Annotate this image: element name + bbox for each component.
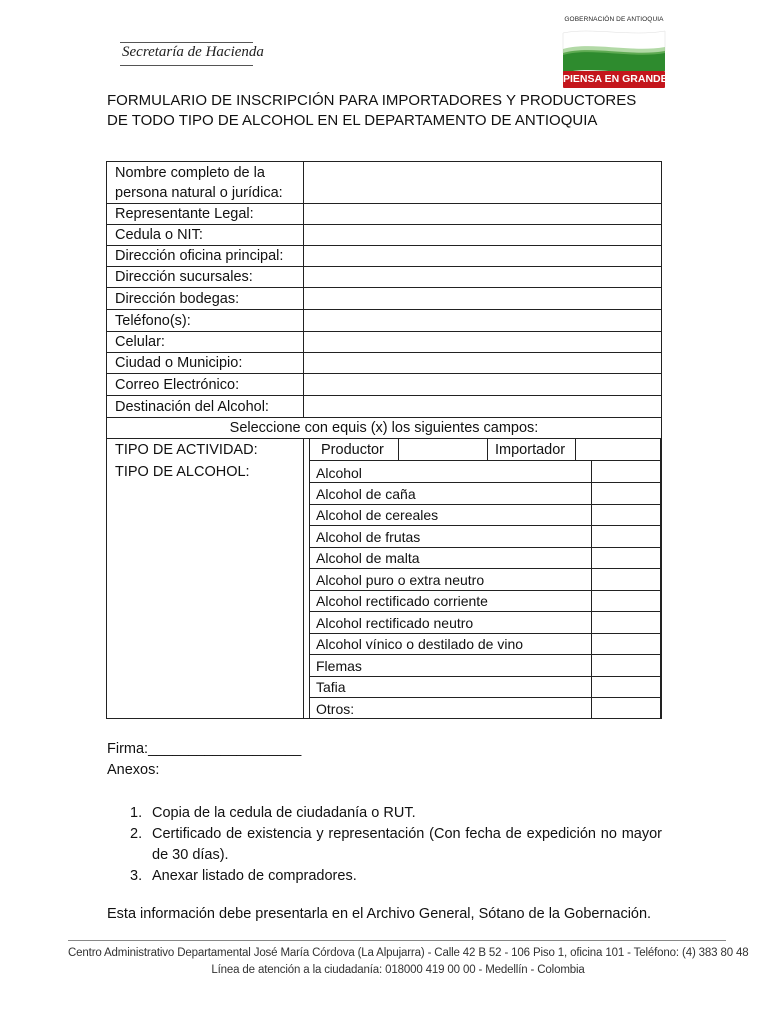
input-main-office[interactable]: [304, 246, 661, 266]
list-item: [130, 803, 662, 824]
alcohol-type-item: Alcohol rectificado neutro: [316, 615, 474, 631]
field-label-email: Correo Electrónico:: [115, 377, 240, 393]
alcohol-mark-cell[interactable]: [592, 591, 660, 611]
footer-rule: [68, 940, 726, 941]
annex-list: [130, 803, 662, 887]
input-mobile[interactable]: [304, 332, 661, 352]
input-email[interactable]: [304, 374, 661, 395]
alcohol-mark-cell[interactable]: [592, 548, 660, 568]
alcohol-type-item: Alcohol vínico o destilado de vino: [316, 636, 524, 652]
logo-caption: GOBERNACIÓN DE ANTIOQUIA: [564, 16, 664, 23]
alcohol-type-item: Alcohol rectificado corriente: [316, 593, 488, 609]
checkbox-productor[interactable]: [399, 439, 487, 460]
list-number: 1.: [130, 805, 143, 821]
activity-divider: [487, 438, 488, 461]
gobernacion-logo: [561, 16, 667, 88]
alcohol-mark-cell[interactable]: [592, 634, 660, 654]
form-title: [107, 91, 667, 131]
field-label-city: Ciudad o Municipio:: [115, 355, 243, 371]
annexes-title: Anexos:: [107, 762, 160, 778]
alcohol-type-item: Alcohol puro o extra neutro: [316, 572, 485, 588]
activity-label: TIPO DE ACTIVIDAD:: [115, 442, 258, 458]
field-label-phone: Teléfono(s):: [115, 313, 191, 329]
alcohol-mark-cell[interactable]: [592, 483, 660, 504]
alcohol-mark-cell[interactable]: [592, 526, 660, 547]
list-item: [130, 866, 662, 887]
list-text: Anexar listado de compradores.: [152, 868, 357, 884]
list-number: 2.: [130, 826, 143, 842]
alcohol-type-item: Alcohol: [316, 465, 362, 481]
input-branches[interactable]: [304, 267, 661, 287]
submission-note: Esta información debe presentarla en el Archivo General, Sótano de la Gobernación.: [107, 906, 652, 922]
form-title-line-1: FORMULARIO DE INSCRIPCIÓN PARA IMPORTADORES Y PRODUCTORES: [107, 92, 637, 109]
field-label-branches: Dirección sucursales:: [115, 269, 253, 285]
alcohol-label: TIPO DE ALCOHOL:: [115, 464, 250, 480]
flag-icon: [561, 27, 667, 73]
footer-address: Centro Administrativo Departamental José María Córdova (La Alpujarra) - Calle 42 B 52 - 106 Piso 1, oficina 101 - Teléfono: (4) 383 80 48: [68, 947, 749, 959]
alcohol-mark-cell[interactable]: [592, 677, 660, 697]
alcohol-type-item: Alcohol de malta: [316, 550, 420, 566]
signature-line[interactable]: Firma:___________________: [107, 741, 302, 757]
alcohol-type-item: Otros:: [316, 701, 355, 717]
field-label-main-office: Dirección oficina principal:: [115, 248, 284, 264]
alcohol-type-item: Tafia: [316, 679, 346, 695]
activity-divider: [660, 438, 661, 461]
alcohol-mark-cell[interactable]: [592, 612, 660, 633]
input-destination[interactable]: [304, 396, 661, 417]
list-item: [130, 824, 662, 866]
field-label-name: Nombre completo de la: [115, 165, 265, 181]
activity-option-productor: Productor: [321, 442, 384, 458]
alcohol-type-item: Flemas: [316, 658, 362, 674]
input-city[interactable]: [304, 353, 661, 373]
alcohol-mark-cell[interactable]: [592, 569, 660, 590]
header-rule-top: [120, 42, 253, 43]
field-label-legal-rep: Representante Legal:: [115, 206, 254, 222]
field-label-destination: Destinación del Alcohol:: [115, 399, 269, 415]
row-divider: [107, 417, 661, 418]
registration-form-table: [106, 161, 662, 719]
alcohol-mark-cell[interactable]: [592, 505, 660, 525]
alcohol-type-item: Alcohol de caña: [316, 486, 416, 502]
alcohol-type-item: Alcohol de cereales: [316, 507, 439, 523]
input-legal-rep[interactable]: [304, 204, 661, 224]
field-label-nit: Cedula o NIT:: [115, 227, 203, 243]
section-divider: [303, 438, 304, 719]
list-text: Certificado de existencia y representación (Con fecha de expedición no mayor de 30 días).: [152, 826, 662, 863]
input-full-name[interactable]: [304, 162, 661, 203]
field-label-warehouses: Dirección bodegas:: [115, 291, 240, 307]
alcohol-mark-cell[interactable]: [592, 698, 660, 718]
alcohol-mark-cell[interactable]: [592, 462, 660, 482]
input-warehouses[interactable]: [304, 288, 661, 309]
alcohol-mark-cell[interactable]: [592, 655, 660, 676]
department-name: Secretaría de Hacienda: [122, 44, 264, 60]
slogan-banner: PIENSA EN GRANDE: [563, 71, 665, 88]
input-phone[interactable]: [304, 310, 661, 331]
input-nit[interactable]: [304, 225, 661, 245]
field-label-name-2: persona natural o jurídica:: [115, 185, 283, 201]
field-label-mobile: Celular:: [115, 334, 165, 350]
activity-option-importador: Importador: [495, 442, 566, 458]
list-number: 3.: [130, 868, 143, 884]
footer-contact: Línea de atención a la ciudadanía: 018000 419 00 00 - Medellín - Colombia: [211, 964, 585, 976]
header-rule-bottom: [120, 65, 253, 66]
checkbox-importador[interactable]: [576, 439, 660, 460]
alcohol-type-item: Alcohol de frutas: [316, 529, 421, 545]
form-title-line-2: DE TODO TIPO DE ALCOHOL EN EL DEPARTAMENTO DE ANTIOQUIA: [107, 112, 598, 129]
list-text: Copia de la cedula de ciudadanía o RUT.: [152, 805, 416, 821]
select-instruction: Seleccione con equis (x) los siguientes campos:: [229, 420, 539, 436]
